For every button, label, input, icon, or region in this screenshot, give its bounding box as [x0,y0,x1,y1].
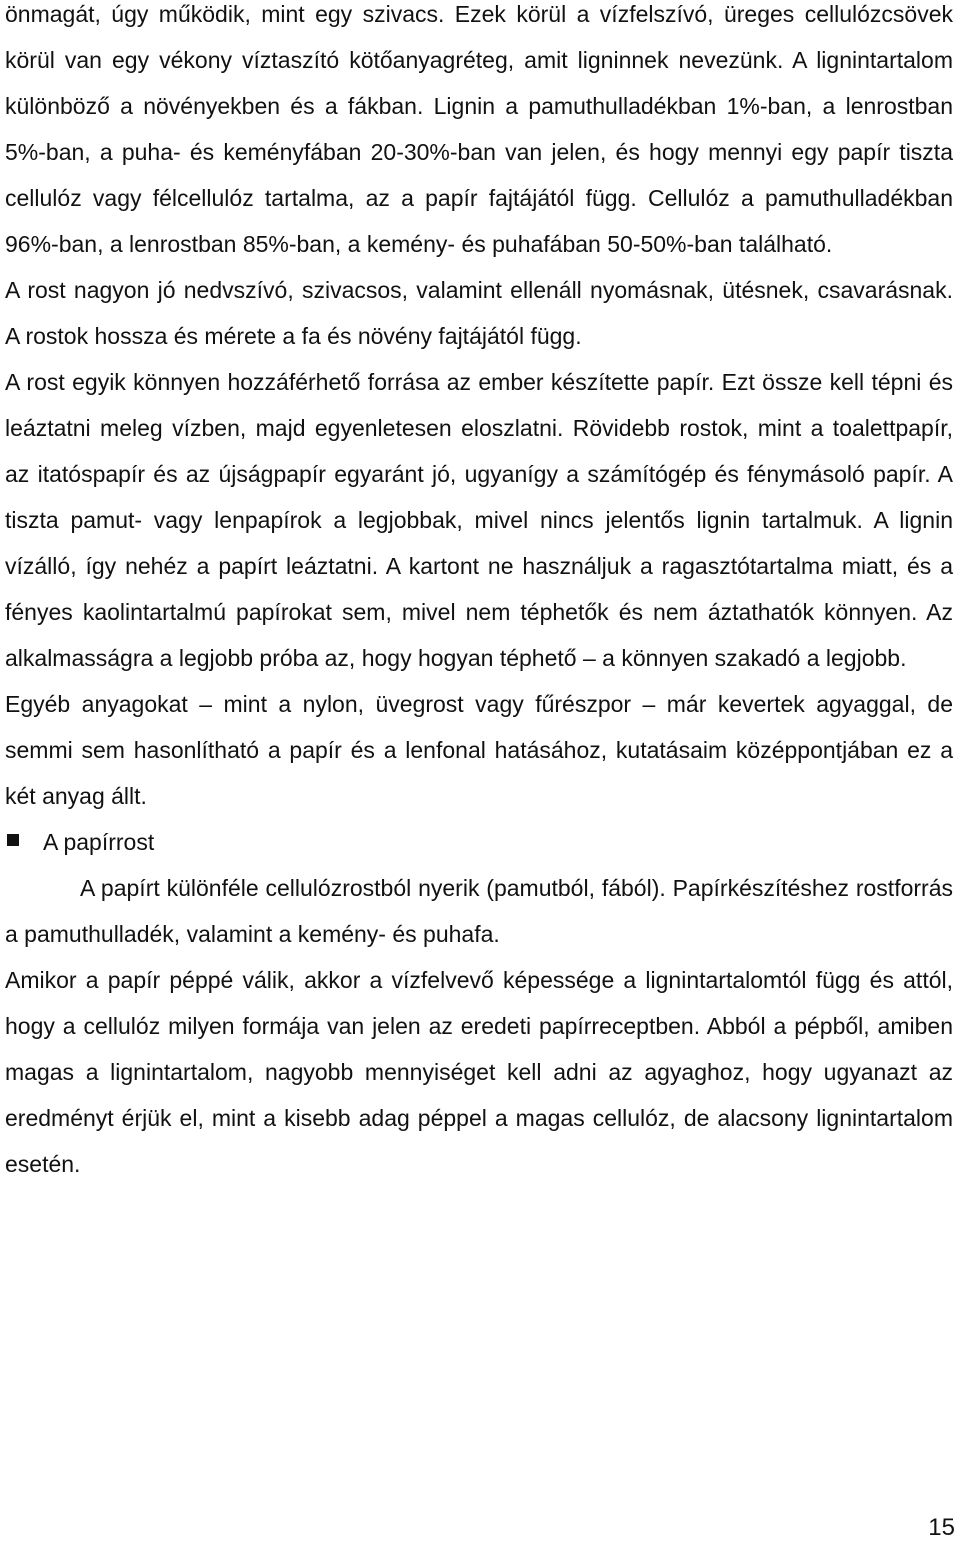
body-paragraph: A papírt különféle cellulózrostból nyerik (pamutból, fából). Papírkészítéshez rostforrás a pamuthulladék, valamint a kemény- és puhafa. [5,875,953,947]
square-bullet-icon [7,834,19,846]
section-heading [5,819,953,865]
section-heading-text: A papírrost [43,829,155,855]
body-paragraph: A rost nagyon jó nedvszívó, szivacsos, valamint ellenáll nyomásnak, ütésnek, csavarásnak. A rostok hossza és mérete a fa és növény fajtájától függ. [5,277,953,349]
body-paragraph: önmagát, úgy működik, mint egy szivacs. Ezek körül a vízfelszívó, üreges cellulózcsövek körül van egy vékony víztaszító kötőanyagréteg, amit ligninnek nevezünk. A lignintartalom különböző a növényekben és a fákban. Lignin a pamuthulladékban 1%-ban, a lenrostban 5%-ban, a puha- és keményfában 20-30%-ban van jelen, és hogy mennyi egy papír tiszta cellulóz vagy félcellulóz tartalma, az a papír fajtájától függ. Cellulóz a pamuthulladékban 96%-ban, a lenrostban 85%-ban, a kemény- és puhafában 50-50%-ban található. [5,1,953,257]
body-paragraph: Egyéb anyagokat – mint a nylon, üvegrost vagy fűrészpor – már kevertek agyaggal, de semmi sem hasonlítható a papír és a lenfonal hatásához, kutatásaim középpontjában ez a két anyag állt. [5,691,953,809]
body-paragraph: Amikor a papír péppé válik, akkor a vízfelvevő képessége a lignintartalomtól függ és attól, hogy a cellulóz milyen formája van jelen az eredeti papírreceptben. Abból a pépből, amiben magas a lignintartalom, nagyobb mennyiséget kell adni az agyaghoz, hogy ugyanazt az eredményt érjük el, mint a kisebb adag péppel a magas cellulóz, de alacsony lignintartalom esetén. [5,967,953,1177]
document-body [5,0,953,1187]
body-paragraph: A rost egyik könnyen hozzáférhető forrása az ember készítette papír. Ezt össze kell tépni és leáztatni meleg vízben, majd egyenletesen eloszlatni. Rövidebb rostok, mint a toalettpapír, az itatóspapír és az újságpapír egyaránt jó, ugyanígy a számítógép és fénymásoló papír. A tiszta pamut- vagy lenpapírok a legjobbak, mivel nincs jelentős lignin tartalmuk. A lignin vízálló, így nehéz a papírt leáztatni. A kartont ne használjuk a ragasztótartalma miatt, és a fényes kaolintartalmú papírokat sem, mivel nem téphetők és nem áztathatók könnyen. Az alkalmasságra a legjobb próba az, hogy hogyan téphető – a könnyen szakadó a legjobb. [5,369,953,671]
page-number: 15 [928,1514,955,1541]
